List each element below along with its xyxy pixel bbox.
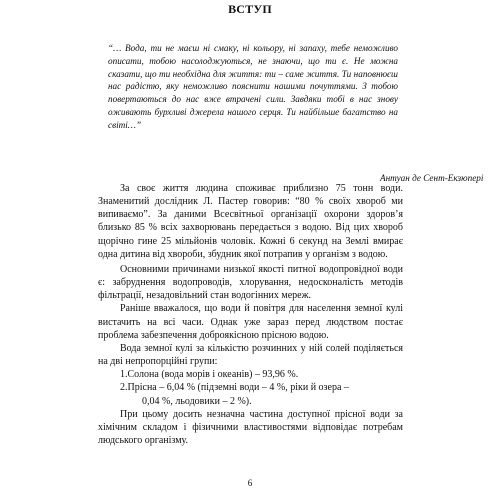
- page-title: ВСТУП: [228, 2, 272, 16]
- paragraph: Вода земної кулі за кількістю розчинних у ній солей поділяється на дві непропорційні групи:: [98, 342, 403, 368]
- epigraph-author: Антуан де Сент-Екзюпері: [380, 173, 484, 183]
- epigraph-quote: “… Вода, ти не маєш ні смаку, ні кольору, ні запаху, тебе неможливо описати, тобою насолоджуються, не знаючи, що ти є. Не можна сказати, що ти необхідна для життя: ти – саме життя. Ти наповнюєш нас радістю, яку неможливо пояснити нашими почуттями. З тобою повертаються до нас вже втрачені сили. Завдяки тобі в нас знову оживають бурхливі джерела нашого серця. Ти найбільше багатство на світі…”: [108, 43, 398, 130]
- epigraph: [108, 42, 484, 183]
- list-item-continuation: 0,04 %, льодовики – 2 %).: [142, 395, 252, 407]
- list-item: 2.Прісна – 6,04 % (підземні води – 4 %, ріки й озера –: [120, 382, 349, 394]
- paragraph: Раніше вважалося, що води й повітря для населення земної кулі вистачить на всі часи. Однак уже зараз перед людством постає проблема забезпечення доброякісною прісною водою.: [98, 303, 403, 341]
- paragraph: При цьому досить незначна частина доступної прісної води за хімічним складом і фізичними властивостями відповідає потребам людського організму.: [98, 408, 403, 446]
- paragraph: За своє життя людина споживає приблизно 75 тонн води. Знаменитий дослідник Л. Пастер говорив: “80 % своїх хвороб ми випиваємо”. За даними Всесвітньої організації охорони здоров’я близько 85 % всіх захворювань передається з водою. Від цих хвороб щорічно гине 25 мільйонів чоловік. Кожні 6 секунд на Землі вмирає одна дитина від хвороби, збудник якої потрапив у організм з водою.: [98, 183, 403, 260]
- body-text: [98, 182, 403, 447]
- water-groups-list: [98, 368, 403, 407]
- paragraph: Основними причинами низької якості питної водопровідної води є: забруднення водопроводів, хлорування, недосконалість методів фільтрації, незадовільний стан водогінних мереж.: [98, 263, 403, 302]
- list-item: 1.Солона (вода морів і океанів) – 93,96 %.: [120, 369, 299, 381]
- page-number: 6: [247, 478, 253, 488]
